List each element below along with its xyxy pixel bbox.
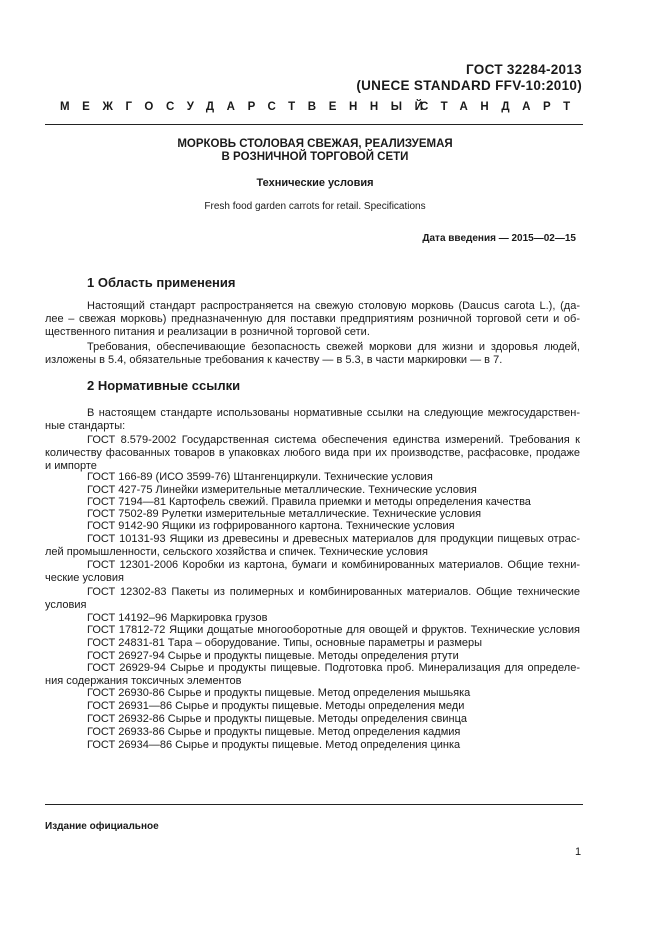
reference-line: ГОСТ 8.579-2002 Государственная система обеспечения единства измерений. Требования к: [87, 434, 580, 446]
reference-line: ГОСТ 12302-83 Пакеты из полимерных и комбинированных материалов. Общие технические: [87, 586, 580, 598]
reference-line: ГОСТ 166-89 (ИСО 3599-76) Штангенциркули. Технические условия: [87, 471, 433, 483]
section-1-heading: 1 Область применения: [87, 275, 236, 290]
reference-line: ГОСТ 12301-2006 Коробки из картона, бумаги и комбинированных материалов. Общие техни-: [87, 559, 580, 571]
footer-divider: [45, 804, 583, 805]
reference-line: ГОСТ 17812-72 Ящики дощатые многооборотные для овощей и фруктов. Технические условия: [87, 624, 580, 636]
reference-line: лей промышленности, сельского хозяйства и спичек. Технические условия: [45, 546, 428, 558]
paragraph-line: ные стандарты:: [45, 420, 126, 432]
reference-line: ГОСТ 26934—86 Сырье и продукты пищевые. Метод определения цинка: [87, 739, 461, 751]
reference-line: ГОСТ 26927-94 Сырье и продукты пищевые. Методы определения ртути: [87, 650, 459, 662]
paragraph-line: изложены в 5.4, обязательные требования к качеству — в 5.3, в части маркировки — в 7.: [45, 354, 503, 366]
reference-line: количеству фасованных товаров в упаковках любого вида при их производстве, расфасовке, продаже: [45, 447, 580, 459]
banner-word-standard: СТАНДАРТ: [420, 101, 583, 113]
interstate-standard-banner: [60, 101, 583, 113]
reference-line: условия: [45, 599, 87, 611]
english-title: Fresh food garden carrots for retail. Specifications: [204, 201, 426, 212]
reference-line: ГОСТ 24831-81 Тара – оборудование. Типы, основные параметры и размеры: [87, 637, 483, 649]
reference-line: ГОСТ 14192–96 Маркировка грузов: [87, 612, 268, 624]
introduction-date: Дата введения — 2015—02—15: [422, 233, 576, 244]
reference-line: ГОСТ 26931—86 Сырье и продукты пищевые. Методы определения меди: [87, 700, 465, 712]
section-2-heading: 2 Нормативные ссылки: [87, 378, 241, 393]
reference-line: ГОСТ 7194—81 Картофель свежий. Правила приемки и методы определения качества: [87, 496, 531, 508]
reference-line: ГОСТ 10131-93 Ящики из древесины и древесных материалов для продукции пищевых отрас-: [87, 533, 580, 545]
paragraph-line: лее – свежая морковь) предназначенную для поставки предприятиям розничной торговой сети и об-: [45, 313, 580, 325]
document-subtitle: Технические условия: [256, 177, 374, 189]
reference-line: ГОСТ 7502-89 Рулетки измерительные металлические. Технические условия: [87, 508, 482, 520]
page-number: 1: [575, 846, 582, 858]
paragraph-line: щественного питания и реализации в розничной торговой сети.: [45, 326, 370, 338]
reference-line: ГОСТ 26930-86 Сырье и продукты пищевые. Метод определения мышьяка: [87, 687, 471, 699]
top-divider: [45, 124, 583, 125]
reference-line: ГОСТ 427-75 Линейки измерительные металлические. Технические условия: [87, 484, 477, 496]
document-title-line1: МОРКОВЬ СТОЛОВАЯ СВЕЖАЯ, РЕАЛИЗУЕМАЯ: [177, 138, 453, 150]
reference-line: ГОСТ 26933-86 Сырье и продукты пищевые. Метод определения кадмия: [87, 726, 461, 738]
reference-line: ческие условия: [45, 572, 124, 584]
reference-line: ГОСТ 26929-94 Сырье и продукты пищевые. Подготовка проб. Минерализация для определе-: [87, 662, 580, 674]
paragraph-line: В настоящем стандарте использованы нормативные ссылки на следующие межгосударствен-: [87, 407, 580, 419]
paragraph-line: Настоящий стандарт распространяется на свежую столовую морковь (Daucus carota L.), (да-: [87, 300, 580, 312]
paragraph-line: Требования, обеспечивающие безопасность свежей моркови для жизни и здоровья людей,: [87, 341, 580, 353]
official-edition-label: Издание официальное: [45, 821, 159, 832]
document-title-line2: В РОЗНИЧНОЙ ТОРГОВОЙ СЕТИ: [221, 151, 409, 163]
unece-code: (UNECE STANDARD FFV-10:2010): [356, 78, 582, 93]
banner-word-interstate: МЕЖГОСУДАРСТВЕННЫЙ: [60, 101, 436, 113]
standard-code: ГОСТ 32284-2013: [466, 62, 582, 77]
reference-line: ГОСТ 9142-90 Ящики из гофрированного картона. Технические условия: [87, 520, 455, 532]
reference-line: ГОСТ 26932-86 Сырье и продукты пищевые. Методы определения свинца: [87, 713, 467, 725]
reference-line: ния содержания токсичных элементов: [45, 675, 242, 687]
reference-line: и импорте: [45, 460, 97, 472]
